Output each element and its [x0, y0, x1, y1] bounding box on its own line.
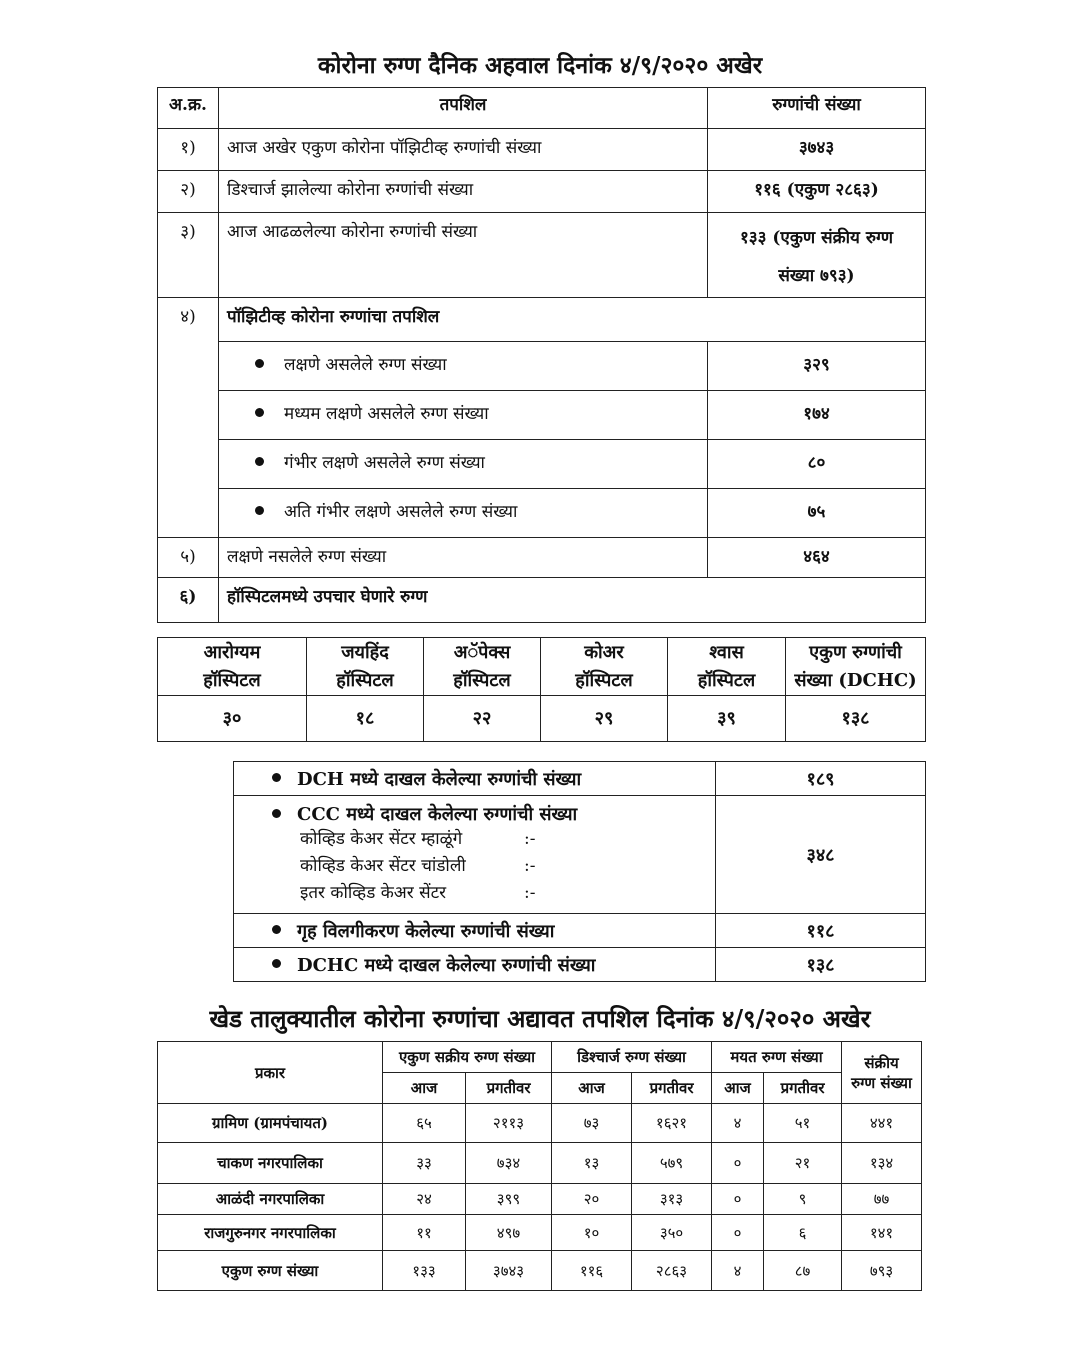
- header-details: तपशिल: [219, 88, 708, 129]
- table-row: [158, 538, 926, 578]
- header-group: एकुण सक्रीय रुग्ण संख्या: [383, 1042, 552, 1073]
- bullet-icon: [255, 359, 264, 368]
- cell: ११: [383, 1215, 466, 1251]
- hospital-value: २२: [424, 696, 541, 742]
- admission-label: DCHC मध्ये दाखल केलेल्या रुग्णांची संख्या: [234, 948, 716, 982]
- row-label: चाकण नगरपालिका: [158, 1143, 383, 1184]
- admission-row: [234, 762, 926, 796]
- bullet-icon: [272, 925, 281, 934]
- hospital-value: १३८: [786, 696, 926, 742]
- header-active: संक्रीय रुग्ण संख्या: [842, 1042, 922, 1104]
- table-row: [158, 1104, 922, 1143]
- cell: १६२१: [632, 1104, 712, 1143]
- row-value-line2: संख्या ७९३): [778, 266, 855, 286]
- row-number: १): [158, 129, 219, 171]
- header-group: मयत रुग्ण संख्या: [712, 1042, 842, 1073]
- cell: ७३४: [466, 1143, 552, 1184]
- admission-row: [234, 914, 926, 948]
- symptom-value: ८०: [708, 440, 926, 489]
- subheader: आज: [712, 1073, 764, 1104]
- cell: ९: [764, 1184, 842, 1215]
- cell: ३९९: [466, 1184, 552, 1215]
- row-description: आज अखेर एकुण कोरोना पॉझिटीव्ह रुग्णांची संख्या: [219, 129, 708, 171]
- admission-value: ११८: [716, 914, 926, 948]
- cell: ७३: [552, 1104, 632, 1143]
- cell: ३१३: [632, 1184, 712, 1215]
- row-number: २): [158, 171, 219, 213]
- hospital-value: २९: [541, 696, 668, 742]
- cell: २१: [764, 1143, 842, 1184]
- cell: १३३: [383, 1251, 466, 1291]
- cell: ८७: [764, 1251, 842, 1291]
- table-row: [158, 1143, 922, 1184]
- cell: ३५०: [632, 1215, 712, 1251]
- hospital-header: कोअर हॉस्पिटल: [541, 638, 668, 696]
- cell: ५१: [764, 1104, 842, 1143]
- table-row: [158, 578, 926, 623]
- row-label: एकुण रुग्ण संख्या: [158, 1251, 383, 1291]
- hospital-table: [157, 637, 926, 742]
- ccc-center: इतर कोव्हिड केअर सेंटर :-: [300, 883, 536, 903]
- cell: १०: [552, 1215, 632, 1251]
- row-description: पॉझिटीव्ह कोरोना रुग्णांचा तपशिल: [219, 298, 926, 342]
- table-row: [158, 171, 926, 213]
- hospital-value: ३९: [668, 696, 786, 742]
- cell: ३३: [383, 1143, 466, 1184]
- bullet-icon: [255, 457, 264, 466]
- cell: ४: [712, 1251, 764, 1291]
- hospital-header: श्वास हॉस्पिटल: [668, 638, 786, 696]
- subheader: प्रगतीवर: [632, 1073, 712, 1104]
- admission-label: CCC मध्ये दाखल केलेल्या रुग्णांची संख्या कोव्हिड केअर सेंटर म्हाळूंगे :- कोव्हिड केअर सेंटर चांडोली :- इतर कोव्हिड केअर सेंटर :-: [234, 796, 716, 914]
- hospital-header: जयहिंद हॉस्पिटल: [307, 638, 424, 696]
- ccc-center: कोव्हिड केअर सेंटर चांडोली :-: [300, 856, 536, 876]
- table-row: [158, 213, 926, 298]
- symptom-row: [158, 391, 926, 440]
- symptom-label: गंभीर लक्षणे असलेले रुग्ण संख्या: [219, 440, 708, 489]
- cell: ११६: [552, 1251, 632, 1291]
- cell: १३४: [842, 1143, 922, 1184]
- cell: ६: [764, 1215, 842, 1251]
- symptom-value: ७५: [708, 489, 926, 538]
- report-title: कोरोना रुग्ण दैनिक अहवाल दिनांक ४/९/२०२० अखेर: [317, 52, 763, 79]
- header-type: प्रकार: [158, 1042, 383, 1104]
- row-value: ४६४: [708, 538, 926, 578]
- ccc-center: कोव्हिड केअर सेंटर म्हाळूंगे :-: [300, 829, 536, 849]
- bullet-icon: [272, 809, 281, 818]
- cell: ३७४३: [466, 1251, 552, 1291]
- subheader: प्रगतीवर: [466, 1073, 552, 1104]
- symptom-row: [158, 440, 926, 489]
- cell: ७९३: [842, 1251, 922, 1291]
- hospital-header: आरोग्यम हॉस्पिटल: [158, 638, 307, 696]
- symptom-value: ३२९: [708, 342, 926, 391]
- symptom-row: [158, 342, 926, 391]
- symptom-label: मध्यम लक्षणे असलेले रुग्ण संख्या: [219, 391, 708, 440]
- cell: २०: [552, 1184, 632, 1215]
- row-number: ३): [158, 213, 219, 298]
- hospital-header-row: [158, 638, 926, 696]
- admission-row: [234, 796, 926, 914]
- cell: २४: [383, 1184, 466, 1215]
- bullet-icon: [272, 959, 281, 968]
- taluka-header-row: [158, 1042, 922, 1073]
- admission-value: ३४८: [716, 796, 926, 914]
- row-number: ४): [158, 298, 219, 538]
- admission-label: DCH मध्ये दाखल केलेल्या रुग्णांची संख्या: [234, 762, 716, 796]
- admission-value: १८९: [716, 762, 926, 796]
- row-value: [708, 213, 926, 298]
- subheader: आज: [552, 1073, 632, 1104]
- table-header-row: [158, 88, 926, 129]
- taluka-table: [157, 1041, 922, 1291]
- daily-report-table: [157, 87, 926, 623]
- cell: ५७९: [632, 1143, 712, 1184]
- header-group: डिश्चार्ज रुग्ण संख्या: [552, 1042, 712, 1073]
- taluka-title: खेड तालुक्यातील कोरोना रुग्णांचा अद्यावत तपशिल दिनांक ४/९/२०२० अखेर: [209, 1004, 871, 1033]
- cell: ०: [712, 1184, 764, 1215]
- row-label: आळंदी नगरपालिका: [158, 1184, 383, 1215]
- row-label: ग्रामिण (ग्रामपंचायत): [158, 1104, 383, 1143]
- row-description: लक्षणे नसलेले रुग्ण संख्या: [219, 538, 708, 578]
- row-description: आज आढळलेल्या कोरोना रुग्णांची संख्या: [219, 213, 708, 298]
- hospital-value: ३०: [158, 696, 307, 742]
- cell: १३: [552, 1143, 632, 1184]
- row-description: हॉस्पिटलमध्ये उपचार घेणारे रुग्ण: [219, 578, 926, 623]
- symptom-value: १७४: [708, 391, 926, 440]
- table-row: [158, 129, 926, 171]
- subheader: प्रगतीवर: [764, 1073, 842, 1104]
- row-number: ५): [158, 538, 219, 578]
- table-row: [158, 1184, 922, 1215]
- header-serial: अ.क्र.: [158, 88, 219, 129]
- row-description: डिश्चार्ज झालेल्या कोरोना रुग्णांची संख्या: [219, 171, 708, 213]
- bullet-icon: [255, 408, 264, 417]
- cell: ०: [712, 1215, 764, 1251]
- cell: ४४१: [842, 1104, 922, 1143]
- symptom-label: अति गंभीर लक्षणे असलेले रुग्ण संख्या: [219, 489, 708, 538]
- bullet-icon: [272, 773, 281, 782]
- hospital-value-row: [158, 696, 926, 742]
- hospital-header: एकुण रुग्णांची संख्या (DCHC): [786, 638, 926, 696]
- row-number: ६): [158, 578, 219, 623]
- cell: २११३: [466, 1104, 552, 1143]
- cell: ६५: [383, 1104, 466, 1143]
- row-value-line1: १३३ (एकुण संक्रीय रुग्ण: [739, 228, 894, 248]
- symptom-row: [158, 489, 926, 538]
- table-row: [158, 298, 926, 342]
- admission-row: [234, 948, 926, 982]
- cell: ४९७: [466, 1215, 552, 1251]
- cell: ४: [712, 1104, 764, 1143]
- cell: ७७: [842, 1184, 922, 1215]
- header-count: रुग्णांची संख्या: [708, 88, 926, 129]
- admission-table: [233, 761, 926, 982]
- row-value: ३७४३: [708, 129, 926, 171]
- cell: २८६३: [632, 1251, 712, 1291]
- subheader: आज: [383, 1073, 466, 1104]
- bullet-icon: [255, 506, 264, 515]
- symptom-label: लक्षणे असलेले रुग्ण संख्या: [219, 342, 708, 391]
- table-row: [158, 1215, 922, 1251]
- admission-label: गृह विलगीकरण केलेल्या रुग्णांची संख्या: [234, 914, 716, 948]
- admission-value: १३८: [716, 948, 926, 982]
- table-row-total: [158, 1251, 922, 1291]
- cell: १४१: [842, 1215, 922, 1251]
- hospital-value: १८: [307, 696, 424, 742]
- cell: ०: [712, 1143, 764, 1184]
- row-label: राजगुरुनगर नगरपालिका: [158, 1215, 383, 1251]
- row-value: ११६ (एकुण २८६३): [708, 171, 926, 213]
- hospital-header: अॅपेक्स हॉस्पिटल: [424, 638, 541, 696]
